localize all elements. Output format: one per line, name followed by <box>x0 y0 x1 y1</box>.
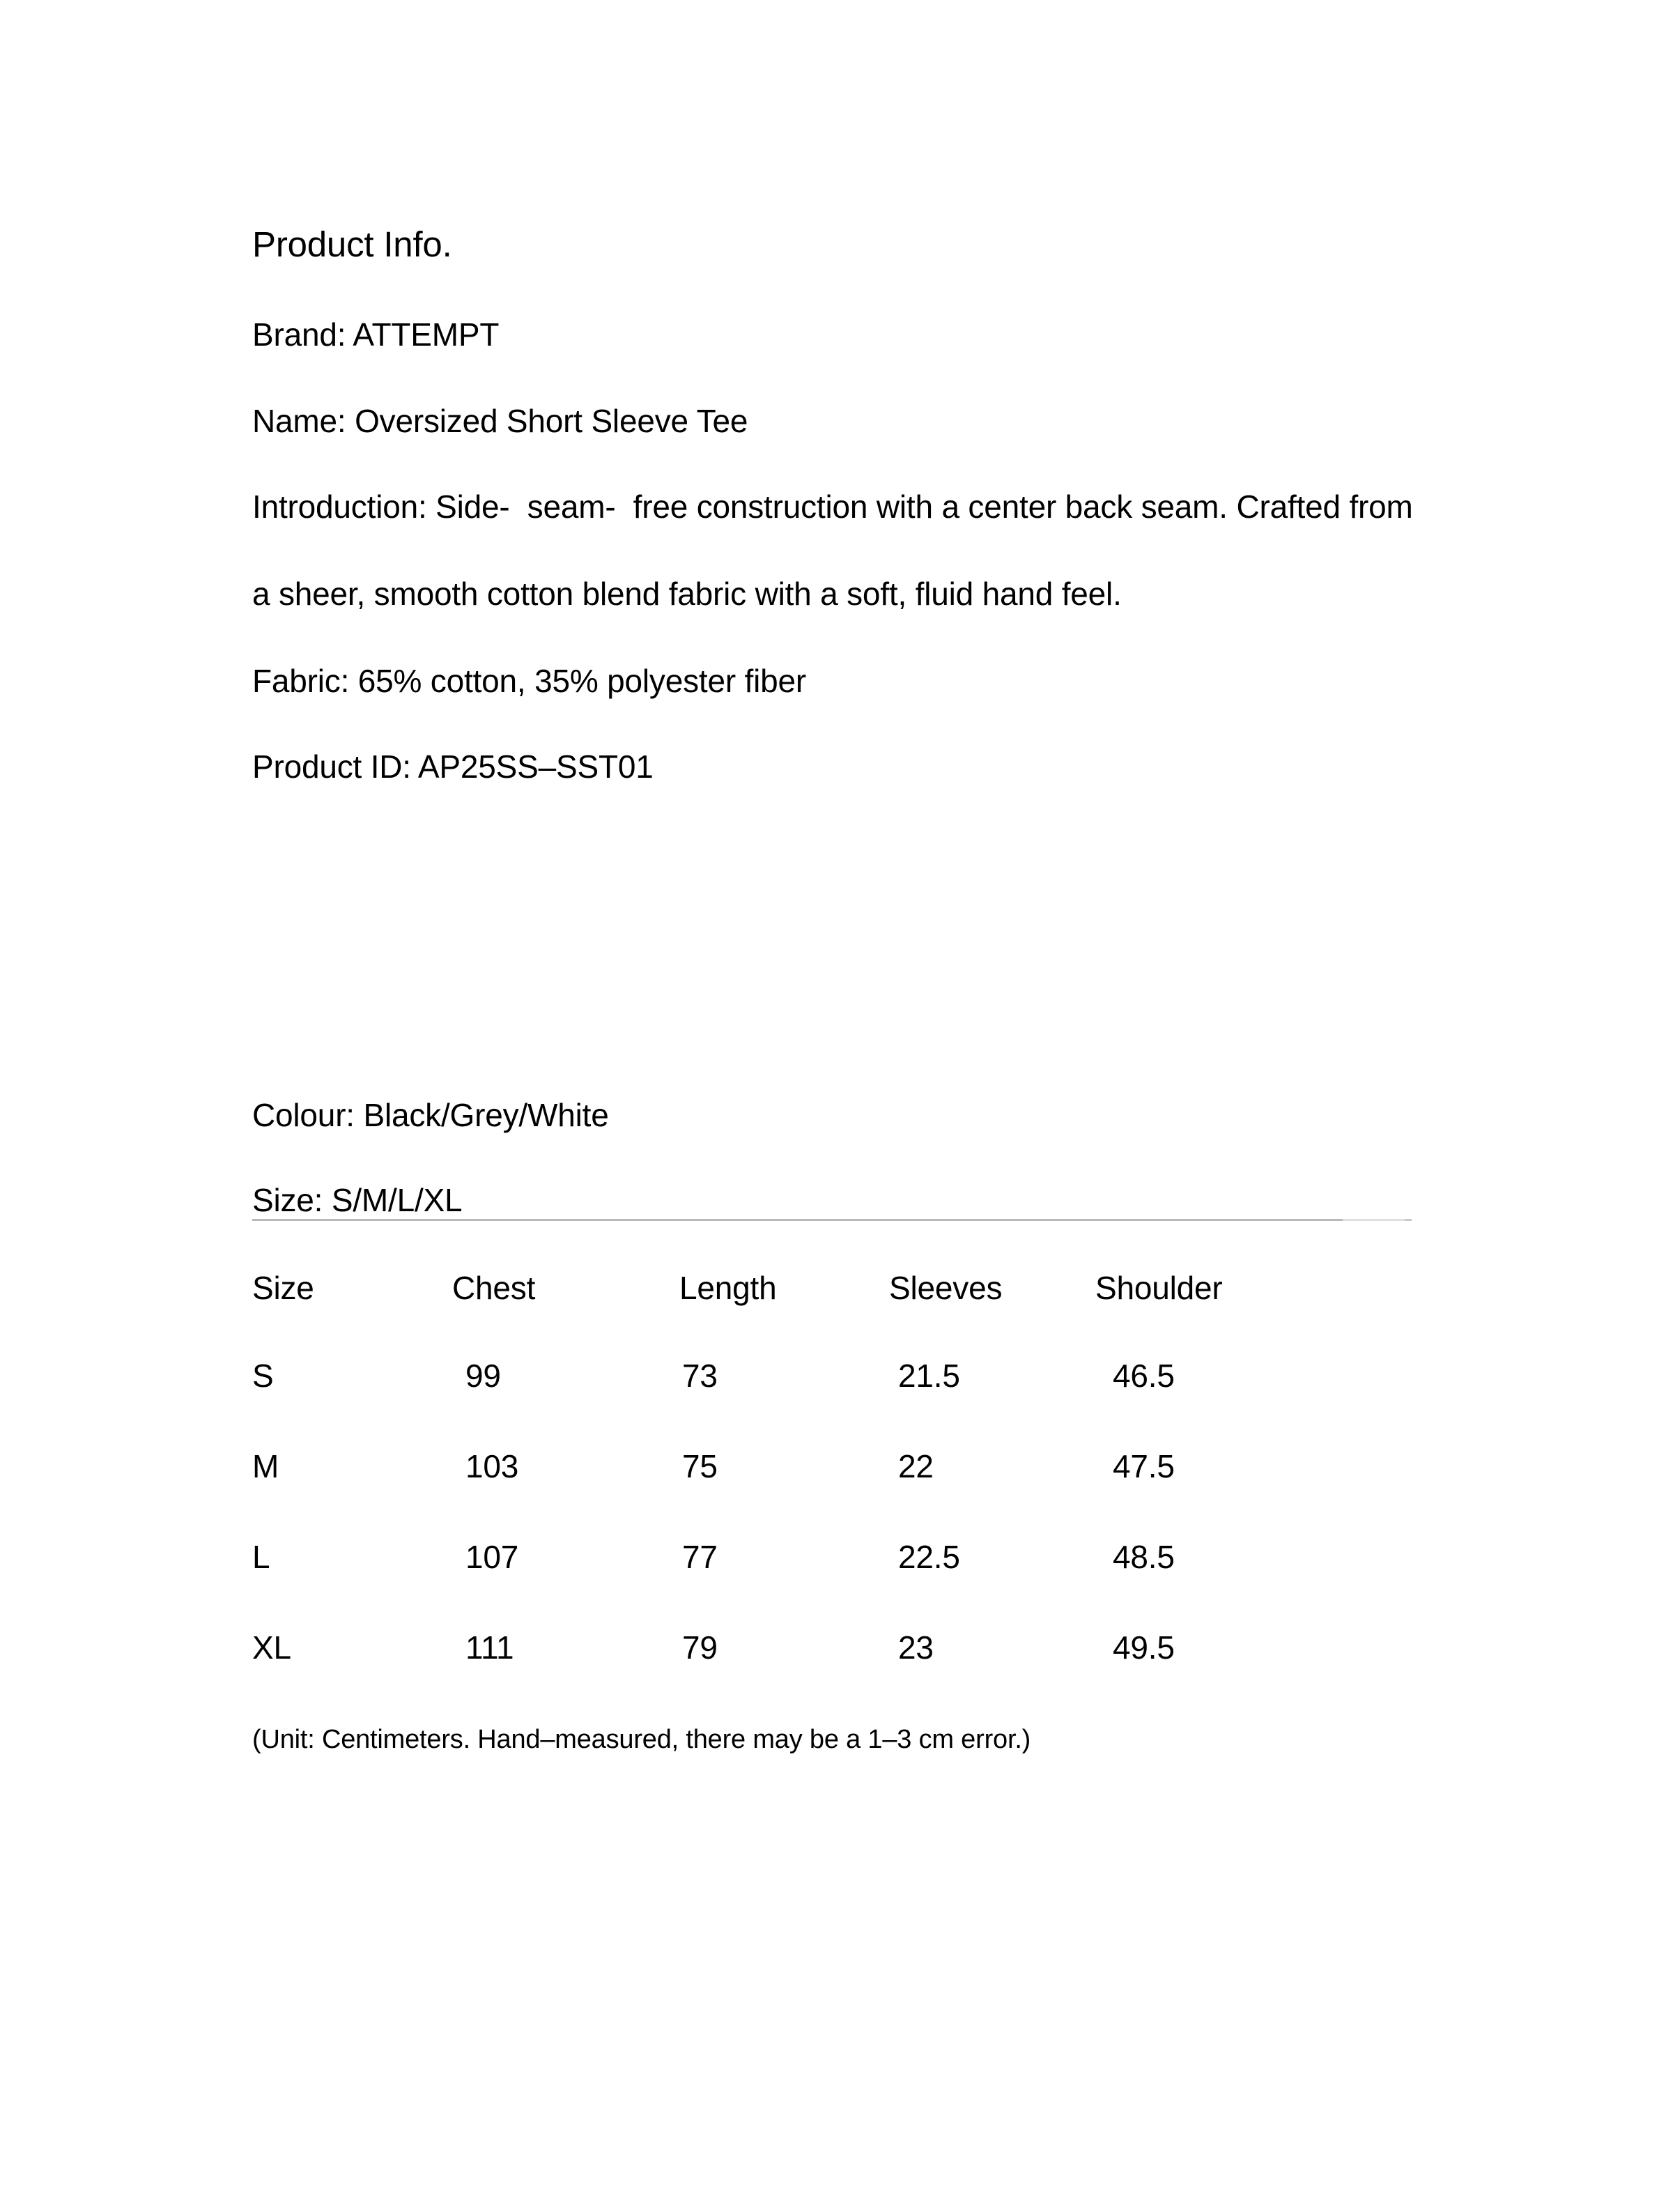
divider-dark-segment <box>252 1219 1343 1221</box>
cell-size: S <box>252 1358 274 1394</box>
header-sleeves: Sleeves <box>889 1270 1003 1306</box>
size-table-header-row <box>252 1272 1479 1304</box>
table-row-s <box>252 1360 1479 1392</box>
cell-sleeves: 23 <box>898 1629 934 1666</box>
measurement-note: (Unit: Centimeters. Hand–measured, there may be a 1–3 cm error.) <box>252 1725 1031 1754</box>
product-name-line: Name: Oversized Short Sleeve Tee <box>252 403 748 439</box>
header-shoulder: Shoulder <box>1095 1270 1223 1306</box>
cell-length: 77 <box>682 1539 718 1575</box>
cell-shoulder: 49.5 <box>1113 1629 1175 1666</box>
header-length: Length <box>679 1270 777 1306</box>
cell-chest: 111 <box>465 1629 514 1666</box>
cell-chest: 103 <box>465 1448 519 1484</box>
divider-end-cap <box>1405 1219 1412 1221</box>
cell-length: 73 <box>682 1358 718 1394</box>
cell-shoulder: 47.5 <box>1113 1448 1175 1484</box>
header-chest: Chest <box>452 1270 536 1306</box>
cell-chest: 99 <box>465 1358 501 1394</box>
table-row-l <box>252 1541 1479 1573</box>
cell-sleeves: 22.5 <box>898 1539 960 1575</box>
colour-line: Colour: Black/Grey/White <box>252 1097 609 1133</box>
cell-sleeves: 22 <box>898 1448 934 1484</box>
product-id-line: Product ID: AP25SS–SST01 <box>252 748 654 785</box>
table-row-m <box>252 1450 1479 1482</box>
cell-length: 75 <box>682 1448 718 1484</box>
brand-line: Brand: ATTEMPT <box>252 316 500 353</box>
size-table-divider <box>252 1219 1412 1221</box>
cell-shoulder: 46.5 <box>1113 1358 1175 1394</box>
cell-length: 79 <box>682 1629 718 1666</box>
size-line: Size: S/M/L/XL <box>252 1182 463 1218</box>
fabric-line: Fabric: 65% cotton, 35% polyester fiber <box>252 663 807 699</box>
header-size: Size <box>252 1270 314 1306</box>
cell-sleeves: 21.5 <box>898 1358 960 1394</box>
cell-shoulder: 48.5 <box>1113 1539 1175 1575</box>
divider-light-segment <box>1343 1219 1412 1221</box>
cell-size: L <box>252 1539 270 1575</box>
cell-size: XL <box>252 1629 291 1666</box>
page-title: Product Info. <box>252 224 452 264</box>
cell-chest: 107 <box>465 1539 519 1575</box>
table-row-xl <box>252 1631 1479 1664</box>
introduction-line-1: Introduction: Side- seam- free construction with a center back seam. Crafted from <box>252 489 1413 525</box>
introduction-line-2: a sheer, smooth cotton blend fabric with a soft, fluid hand feel. <box>252 576 1122 612</box>
cell-size: M <box>252 1448 279 1484</box>
